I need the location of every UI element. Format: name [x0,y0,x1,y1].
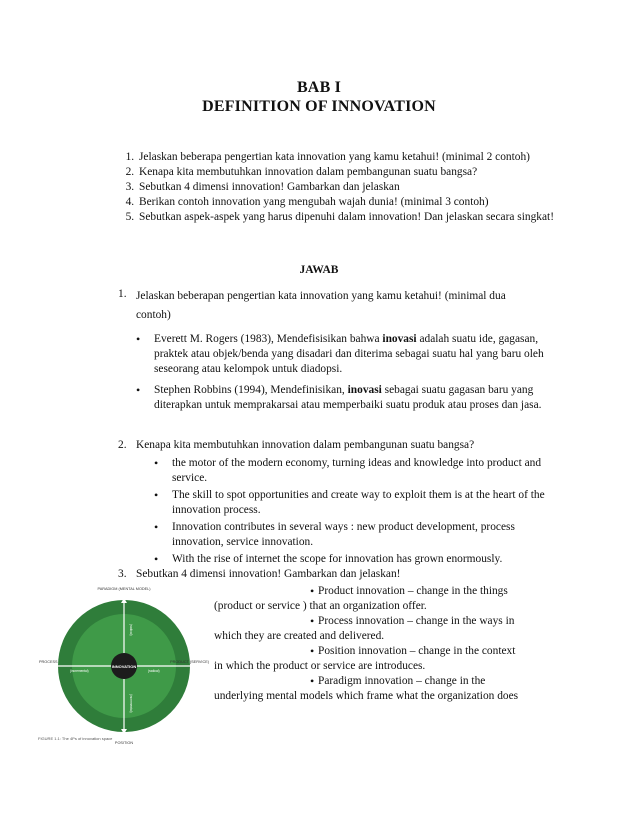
definition-text: adalah suatu ide, gagasan, praktek atau objek/benda yang disadari dan diterima sebagai suatu hal yang baru oleh seseorang atau kelompok untuk diadopsi. [154,333,544,375]
diagram-bottom-label: POSITION [114,741,134,745]
reason-item: • The skill to spot opportunities and create way to exploit them is at the heart of the innovation process. [148,488,548,518]
dimension-head [214,584,544,599]
answer-number: 3. [118,568,127,580]
dimension-desc: underlying mental models which frame what the organization does [214,690,519,702]
answer-heading: JAWAB [299,264,339,276]
diagram-top-label: PARADIGM (MENTAL MODEL) [97,587,151,591]
diagram-center-label: INNOVATION [111,664,137,669]
definition-list [130,332,546,419]
arm-label: (incremental) [129,694,133,713]
definition-text: sebagai suatu gagasan baru yang diterapkan untuk memprakarsai atau memperbaiki suatu produk atau proses dan jasa. [154,384,542,411]
dimension-item [214,614,544,644]
definition-item [130,383,546,413]
figure-caption: FIGURE 1.1: The 4Ps of innovation space [38,736,113,741]
definition-item [130,332,546,377]
chapter-label: BAB I [296,79,342,96]
dimension-item [214,674,544,704]
question-item: 5. Sebutkan aspek-aspek yang harus dipenuhi dalam innovation! Dan jelaskan secara singkat! [137,210,567,225]
question-item: 3. Sebutkan 4 dimensi innovation! Gambarkan dan jelaskan [137,180,567,195]
dimension-item [214,584,544,614]
question-item: 2. Kenapa kita membutuhkan innovation dalam pembangunan suatu bangsa? [137,165,567,180]
answer-question: Jelaskan beberapan pengertian kata innovation yang kamu ketahui! (minimal dua contoh) [136,290,506,321]
question-item: 1. Jelaskan beberapa pengertian kata innovation yang kamu ketahui! (minimal 2 contoh) [137,150,567,165]
innovation-space-diagram [38,584,210,746]
reason-list [148,456,548,569]
definition-text: Stephen Robbins (1994), Mendefinisikan, [154,384,348,396]
dimension-head-text: Product innovation – change in the things [318,585,508,597]
diagram-right-label: PRODUCT (SERVICE) [170,660,209,664]
definition-keyword: inovasi [382,333,417,345]
dimension-item [214,644,544,674]
definition-keyword: inovasi [347,384,382,396]
answer-1 [118,287,544,411]
arm-label: (incremental) [70,669,89,673]
arm-label: (radical) [148,669,160,673]
reason-item: • Innovation contributes in several ways : new product development, process innovation, service innovation. [148,520,548,550]
chapter-title: DEFINITION OF INNOVATION [202,98,436,115]
answer-question: Kenapa kita membutuhkan innovation dalam pembangunan suatu bangsa? [136,439,475,451]
dimension-desc: which they are created and delivered. [214,630,385,642]
question-item: 4. Berikan contoh innovation yang mengubah wajah dunia! (minimal 3 contoh) [137,195,567,210]
reason-item: • the motor of the modern economy, turning ideas and knowledge into product and service. [148,456,548,486]
dimension-list [214,584,544,704]
question-list [118,150,567,225]
answer-question: Sebutkan 4 dimensi innovation! Gambarkan dan jelaskan! [136,568,401,580]
definition-text: Everett M. Rogers (1983), Mendefisisikan bahwa [154,333,383,345]
dimension-head-text: Process innovation – change in the ways in [318,615,515,627]
dimension-head-text: Position innovation – change in the context [318,645,516,657]
answer-number: 1. [118,288,127,300]
answer-number: 2. [118,439,127,451]
dimension-head [214,644,544,659]
answer-3 [118,567,548,582]
dimension-desc: in which the product or service are introduces. [214,660,426,672]
dimension-head [214,674,544,689]
reason-item: • With the rise of internet the scope for innovation has grown enormously. [148,552,548,567]
diagram-left-label: PROCESS [39,660,58,664]
arm-label: (radical) [129,624,133,636]
dimension-desc: (product or service ) that an organization offer. [214,600,427,612]
dimension-head-text: Paradigm innovation – change in the [318,675,486,687]
answer-2 [118,438,548,565]
dimension-head [214,614,544,629]
